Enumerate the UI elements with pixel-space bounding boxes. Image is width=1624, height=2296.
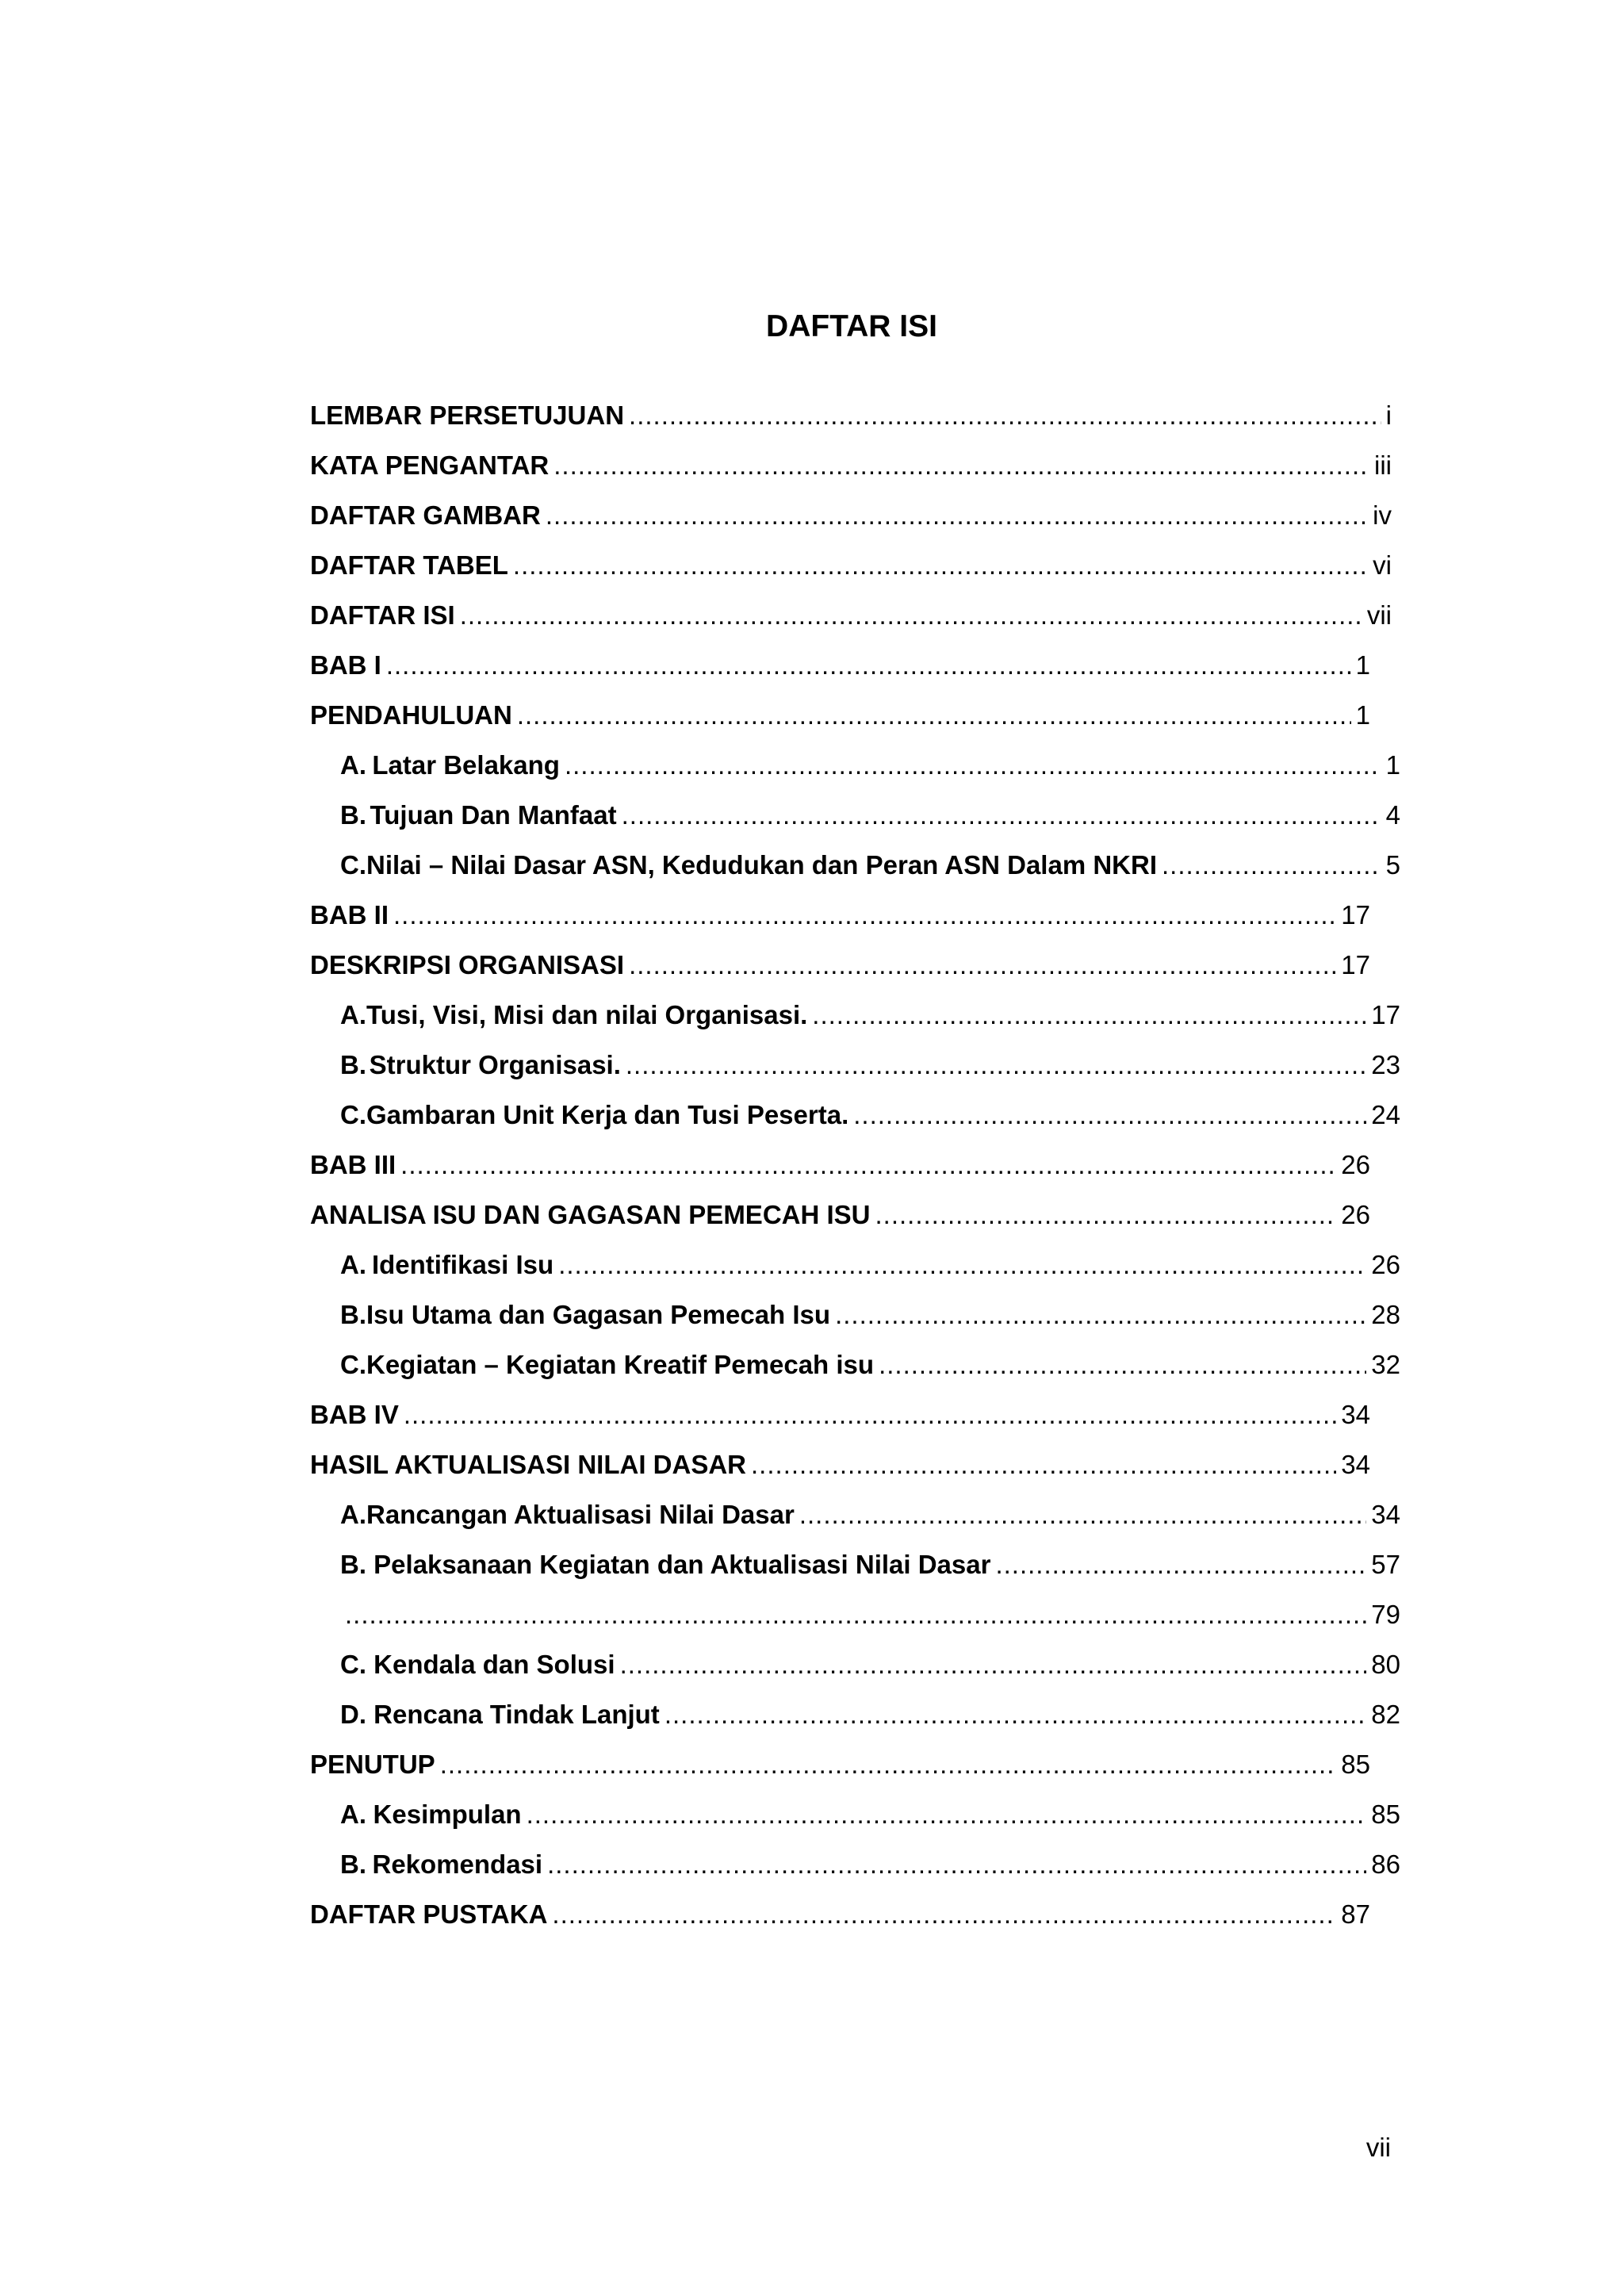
toc-entry[interactable] xyxy=(310,440,1392,490)
leader-dots xyxy=(546,500,1368,531)
toc-entry-page: 85 xyxy=(1341,1749,1370,1779)
toc-entry-label: DAFTAR PUSTAKA xyxy=(310,1899,548,1929)
leader-dots xyxy=(1162,850,1381,880)
toc-entry[interactable] xyxy=(310,740,1400,790)
toc-entry-page: iii xyxy=(1374,450,1392,480)
toc-entry-label: DESKRIPSI ORGANISASI xyxy=(310,949,625,979)
toc-entry-page: 87 xyxy=(1341,1899,1370,1929)
toc-entry-letter: B. xyxy=(340,1049,366,1079)
toc-entry-letter: C. xyxy=(340,1099,366,1129)
toc-entry-page: 79 xyxy=(1371,1599,1400,1629)
leader-dots xyxy=(460,600,1362,631)
toc-entry-page: 28 xyxy=(1371,1299,1400,1329)
toc-entry-label: PENDAHULUAN xyxy=(310,700,512,730)
toc-entry-label: KATA PENGANTAR xyxy=(310,450,550,480)
toc-entry-page: 34 xyxy=(1371,1499,1400,1529)
toc-entry-page: 4 xyxy=(1385,799,1400,830)
toc-entry-page: 26 xyxy=(1341,1149,1370,1179)
toc-entry-page: 1 xyxy=(1355,650,1370,680)
page-title: DAFTAR ISI xyxy=(766,309,937,343)
toc-entry[interactable] xyxy=(310,1439,1370,1489)
leader-dots xyxy=(517,700,1351,730)
leader-dots xyxy=(879,1350,1366,1380)
toc-entry-letter: A. xyxy=(340,999,366,1029)
toc-entry[interactable] xyxy=(310,840,1400,890)
leader-dots xyxy=(751,1450,1336,1480)
leader-dots xyxy=(626,1050,1366,1080)
toc-entry[interactable] xyxy=(310,790,1400,840)
toc-entry[interactable] xyxy=(310,1489,1400,1539)
toc-entry-label: Identifikasi Isu xyxy=(371,1249,554,1279)
leader-dots xyxy=(345,1600,1366,1630)
toc-entry-page: 86 xyxy=(1371,1849,1400,1879)
leader-dots xyxy=(553,450,1369,481)
toc-entry[interactable] xyxy=(310,490,1392,540)
toc-entry-label: Isu Utama dan Gagasan Pemecah Isu xyxy=(366,1299,831,1329)
toc-entry[interactable] xyxy=(310,1639,1400,1689)
toc-entry-page: 34 xyxy=(1341,1399,1370,1429)
toc-entry[interactable] xyxy=(310,1290,1400,1340)
toc-entry[interactable] xyxy=(310,1689,1400,1739)
toc-entry-label: DAFTAR TABEL xyxy=(310,550,508,580)
toc-entry[interactable] xyxy=(310,1539,1400,1589)
leader-dots xyxy=(799,1500,1366,1530)
leader-dots xyxy=(513,550,1368,581)
toc-entry-page: 23 xyxy=(1371,1049,1400,1079)
toc-entry-page: 82 xyxy=(1371,1699,1400,1729)
toc-entry[interactable] xyxy=(310,1240,1400,1290)
leader-dots xyxy=(853,1100,1366,1130)
toc-entry-label: Nilai – Nilai Dasar ASN, Kedudukan dan Peran ASN Dalam NKRI xyxy=(366,849,1157,880)
toc-entry-label: ANALISA ISU DAN GAGASAN PEMECAH ISU xyxy=(310,1199,871,1229)
leader-dots xyxy=(404,1400,1336,1430)
toc-entry-label: Tusi, Visi, Misi dan nilai Organisasi. xyxy=(366,999,808,1029)
toc-entry-page: iv xyxy=(1373,500,1392,530)
page-number: vii xyxy=(1365,2133,1391,2162)
toc-entry-letter: B. xyxy=(340,1849,366,1879)
leader-dots xyxy=(665,1700,1366,1730)
toc-entry[interactable] xyxy=(310,1589,1400,1639)
toc-entry[interactable] xyxy=(310,1739,1370,1789)
toc-entry[interactable] xyxy=(310,540,1392,590)
toc-entry-label: LEMBAR PERSETUJUAN xyxy=(310,400,625,430)
leader-dots xyxy=(393,900,1336,930)
toc-entry[interactable] xyxy=(310,1090,1400,1140)
leader-dots xyxy=(629,950,1336,980)
toc-entry-page: 34 xyxy=(1341,1449,1370,1479)
toc-entry-letter: B. xyxy=(340,1299,366,1329)
toc-entry[interactable] xyxy=(310,1889,1370,1939)
toc-entry-page: 26 xyxy=(1371,1249,1400,1279)
toc-entry-page: 17 xyxy=(1371,999,1400,1029)
toc-entry-label: Kegiatan – Kegiatan Kreatif Pemecah isu xyxy=(366,1349,875,1379)
toc-entry-label: Gambaran Unit Kerja dan Tusi Peserta. xyxy=(366,1099,849,1129)
leader-dots xyxy=(400,1150,1336,1180)
leader-dots xyxy=(558,1250,1366,1280)
toc-entry-page: 5 xyxy=(1385,849,1400,880)
toc-entry[interactable] xyxy=(310,590,1392,640)
leader-dots xyxy=(386,650,1351,680)
toc-entry-letter: A. xyxy=(340,1799,366,1829)
toc-entry[interactable] xyxy=(310,990,1400,1040)
toc-entry-page: 85 xyxy=(1371,1799,1400,1829)
toc-entry-label: B. Pelaksanaan Kegiatan dan Aktualisasi Nilai Dasar xyxy=(340,1549,991,1579)
leader-dots xyxy=(565,750,1381,780)
toc-entry-label: Kesimpulan xyxy=(373,1799,522,1829)
toc-entry-page: 26 xyxy=(1341,1199,1370,1229)
toc-entry[interactable] xyxy=(310,1040,1400,1090)
toc-entry[interactable] xyxy=(310,1789,1400,1839)
toc-entry-page: 1 xyxy=(1385,749,1400,780)
leader-dots xyxy=(620,1650,1367,1680)
toc-entry-label: BAB II xyxy=(310,899,389,930)
toc-entry[interactable] xyxy=(310,1340,1400,1389)
leader-dots xyxy=(547,1849,1366,1880)
toc-entry[interactable] xyxy=(310,1839,1400,1889)
leader-dots xyxy=(622,800,1381,830)
toc-entry-label: Latar Belakang xyxy=(372,749,560,780)
leader-dots xyxy=(629,401,1381,431)
toc-entry-page: 17 xyxy=(1341,899,1370,930)
toc-entry[interactable] xyxy=(310,1140,1370,1190)
toc-entry-label: DAFTAR ISI xyxy=(310,600,455,630)
toc-entry-label: BAB IV xyxy=(310,1399,399,1429)
leader-dots xyxy=(440,1750,1337,1780)
toc-entry[interactable] xyxy=(310,640,1370,690)
toc-entry-label: HASIL AKTUALISASI NILAI DASAR xyxy=(310,1449,747,1479)
toc-entry-letter: A. xyxy=(340,749,366,780)
leader-dots xyxy=(812,1000,1366,1030)
toc-entry-label: Struktur Organisasi. xyxy=(369,1049,621,1079)
toc-entry-page: 24 xyxy=(1371,1099,1400,1129)
toc-entry[interactable] xyxy=(310,390,1392,440)
table-of-contents xyxy=(310,390,1400,1939)
leader-dots xyxy=(527,1800,1367,1830)
toc-entry-label: BAB III xyxy=(310,1149,396,1179)
toc-entry[interactable] xyxy=(310,890,1370,940)
toc-entry-page: 1 xyxy=(1355,700,1370,730)
toc-entry-letter: C. xyxy=(340,1349,366,1379)
toc-entry-letter: A. xyxy=(340,1499,366,1529)
toc-entry[interactable] xyxy=(310,1190,1370,1240)
toc-entry[interactable] xyxy=(310,940,1370,990)
toc-entry-page: 57 xyxy=(1371,1549,1400,1579)
toc-entry[interactable] xyxy=(310,690,1370,740)
toc-entry-label: C. Kendala dan Solusi xyxy=(340,1649,615,1679)
toc-entry-page: 17 xyxy=(1341,949,1370,979)
leader-dots xyxy=(835,1300,1366,1330)
toc-entry-page: 32 xyxy=(1371,1349,1400,1379)
toc-entry-label: DAFTAR GAMBAR xyxy=(310,500,541,530)
toc-entry-page: 80 xyxy=(1371,1649,1400,1679)
toc-entry-label: Tujuan Dan Manfaat xyxy=(370,799,617,830)
toc-entry-letter: C. xyxy=(340,849,366,880)
toc-entry-label: Rancangan Aktualisasi Nilai Dasar xyxy=(366,1499,795,1529)
toc-entry-label: PENUTUP xyxy=(310,1749,435,1779)
toc-entry-letter: B. xyxy=(340,799,366,830)
toc-entry-page: vi xyxy=(1373,550,1392,580)
toc-entry-page: i xyxy=(1385,400,1392,430)
toc-entry-label: Rekomendasi xyxy=(372,1849,543,1879)
toc-entry-label: BAB I xyxy=(310,650,381,680)
toc-entry-page: vii xyxy=(1366,600,1392,630)
toc-entry-letter: A. xyxy=(340,1249,366,1279)
toc-entry[interactable] xyxy=(310,1389,1370,1439)
leader-dots xyxy=(875,1200,1337,1230)
leader-dots xyxy=(552,1899,1336,1930)
leader-dots xyxy=(995,1550,1366,1580)
toc-entry-label: D. Rencana Tindak Lanjut xyxy=(340,1699,660,1729)
